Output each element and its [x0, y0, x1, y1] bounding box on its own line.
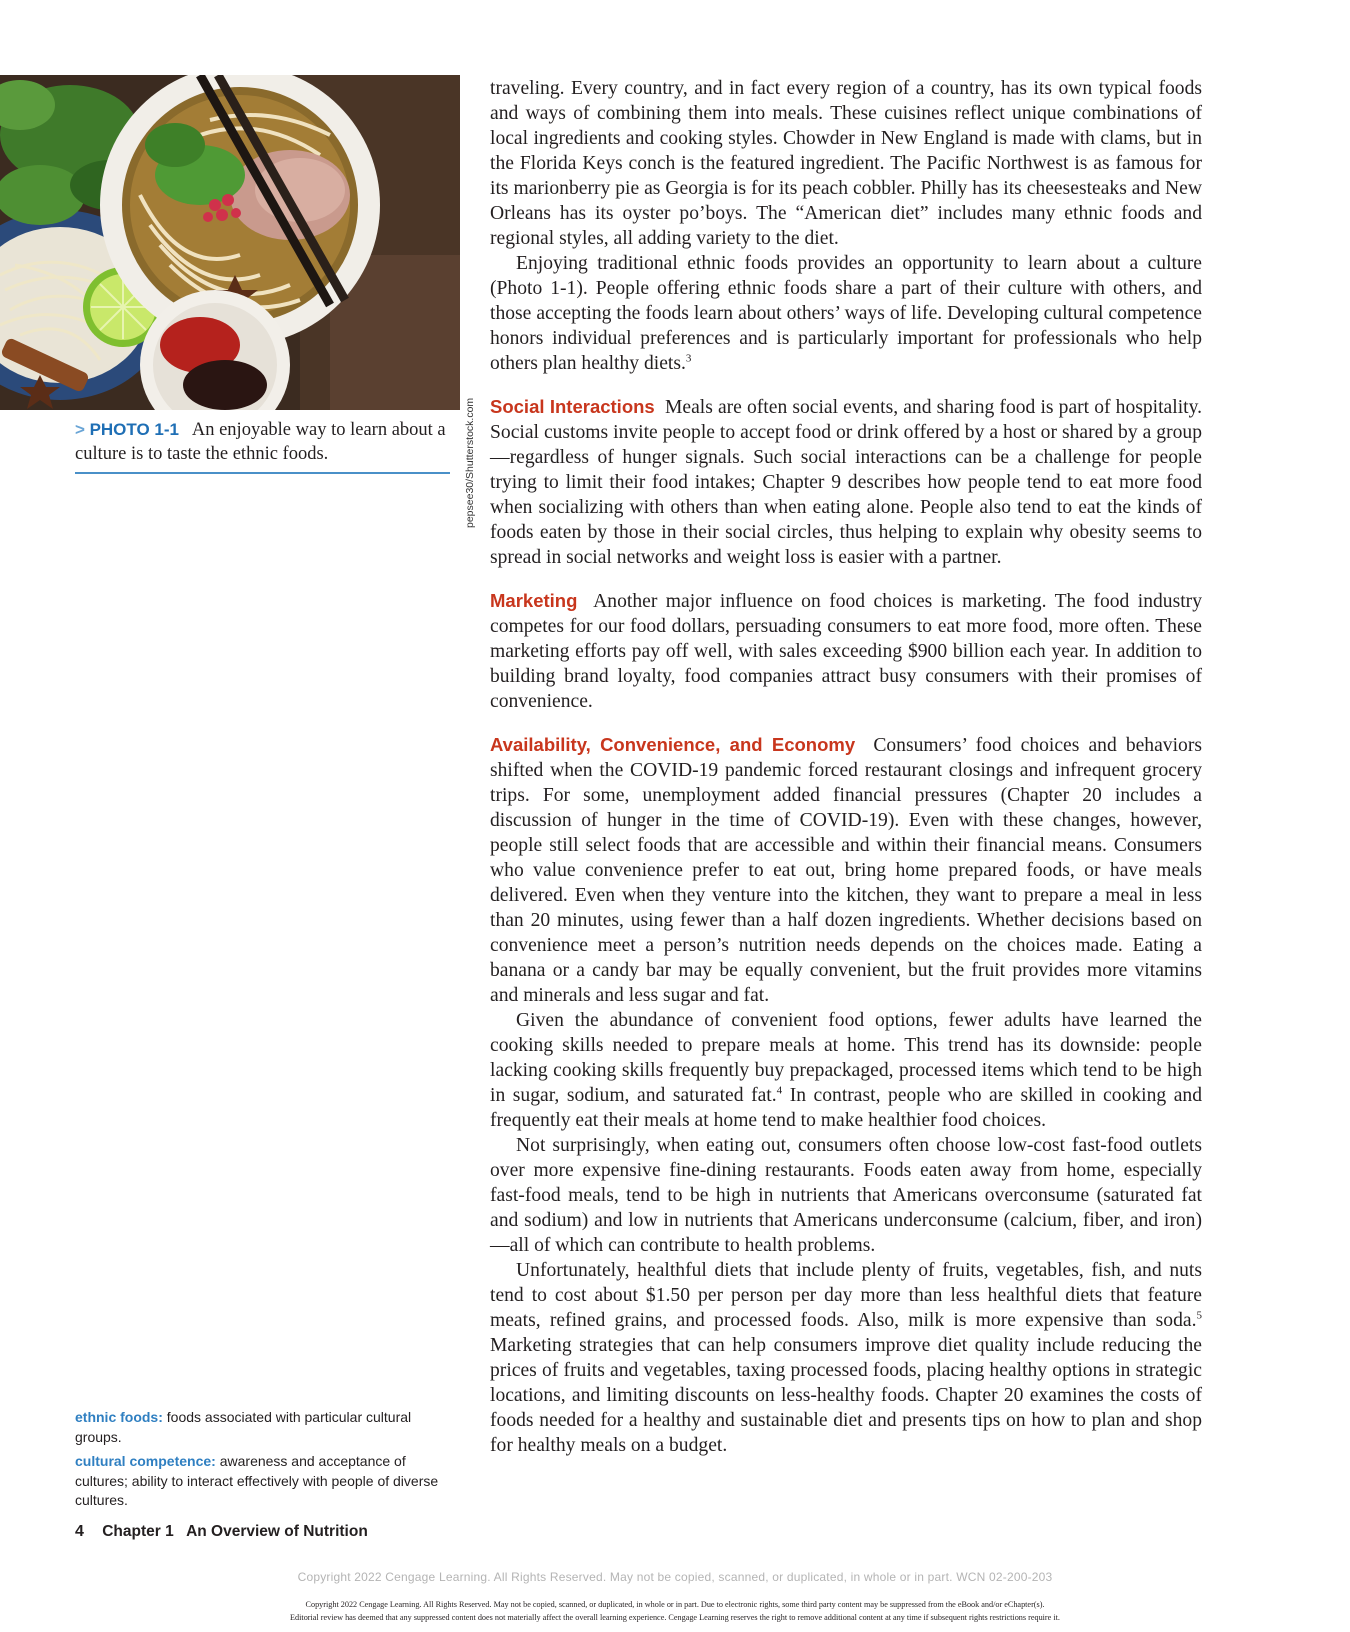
- glossary-definition: awareness and acceptance of cultures; ability to interact effectively with people of diverse cultures.: [75, 1453, 439, 1508]
- section-heading: Marketing: [490, 590, 578, 611]
- copyright-notice: Copyright 2022 Cengage Learning. All Rights Reserved. May not be copied, scanned, or duplicated, in whole or in part. Due to electronic rights, some third party content may be suppressed from the eBook and/or eChapter(s).: [305, 1600, 1045, 1609]
- caption-label: PHOTO 1-1: [89, 420, 179, 439]
- chapter-number: Chapter 1: [102, 1523, 174, 1540]
- caption-text: An enjoyable way to learn about a culture is to taste the ethnic foods.: [75, 420, 446, 464]
- section-availability: Availability, Convenience, and Economy Consumers’ food choices and behaviors shifted when the COVID-19 pandemic forced restaurant closings and infrequent grocery trips. For some, unemployment added financial pressures (Chapter 20 includes a discussion of hunger in the time of COVID-19). Even with these changes, however, people still select foods that are accessible and within their financial means. Consumers who value convenience prefer to eat out, bring home prepared foods, or have meals delivered. Even when they venture into the kitchen, they want to prepare a meal in less than 20 minutes, using fewer than a half dozen ingredients. Whether decisions based on convenience meet a person’s nutrition needs depends on the choices made. Eating a banana or a candy bar may be equally convenient, but the fruit provides more vitamins and minerals and less sugar and fat.: [490, 734, 1202, 1006]
- page-footer: [75, 1523, 368, 1541]
- body-paragraph: Given the abundance of convenient food options, fewer adults have learned the cooking skills needed to prepare meals at home. This trend has its downside: people lacking cooking skills frequently buy prepackaged, processed items which tend to be high in sugar, sodium, and saturated fat.$^4$ In contrast, people who are skilled in cooking and frequently eat their meals at home tend to make healthier food choices.: [490, 1010, 1202, 1131]
- main-text-column: [490, 76, 1202, 1458]
- glossary-entry: [75, 1408, 450, 1447]
- body-paragraph: Unfortunately, healthful diets that include plenty of fruits, vegetables, fish, and nuts tend to cost about $1.50 per person per day more than less healthful diets that feature meats, refined grains, and processed foods. Also, milk is more expensive than soda.$^5$ Marketing strategies that can help consumers improve diet quality include reducing the prices of fruits and vegetables, taxing processed foods, placing healthy options in strategic locations, and limiting discounts on less-healthy foods. Chapter 20 examines the costs of foods needed for a healthy and sustainable diet and presents tips on how to plan and shop for healthy meals on a budget.: [490, 1260, 1202, 1456]
- section-marketing: Marketing Another major influence on food choices is marketing. The food industry competes for our food dollars, persuading consumers to eat more food, more often. These marketing efforts pay off well, with sales exceeding $900 billion each year. In addition to building brand loyalty, food companies attract busy consumers with their promises of convenience.: [490, 590, 1202, 712]
- copyright-watermark: Copyright 2022 Cengage Learning. All Rights Reserved. May not be copied, scanned, or duplicated, in whole or in part. WCN 02-200-203: [297, 1570, 1053, 1584]
- photo-of-pho-noodle-soup-icon: [0, 75, 460, 410]
- margin-glossary: [75, 1408, 450, 1516]
- glossary-definition: foods associated with particular cultural groups.: [75, 1409, 412, 1445]
- section-heading: Social Interactions: [490, 396, 655, 417]
- page-number: 4: [75, 1523, 84, 1540]
- glossary-term: cultural competence:: [75, 1453, 216, 1469]
- glossary-entry: [75, 1452, 450, 1511]
- glossary-term: ethnic foods:: [75, 1409, 163, 1425]
- copyright-notice-editorial: Editorial review has deemed that any suppressed content does not materially affect the overall learning experience. Cengage Learning reserves the right to remove additional content at any time if subsequent rights restrictions require it.: [290, 1613, 1060, 1622]
- body-paragraph: Not surprisingly, when eating out, consumers often choose low-cost fast-food outlets over more expensive fine-dining restaurants. Foods eaten away from home, especially fast-food meals, tend to be high in nutrients that Americans overconsume (saturated fat and sodium) and low in nutrients that Americans underconsume (calcium, fiber, and iron)—all of which can contribute to health problems.: [490, 1135, 1202, 1256]
- section-heading: Availability, Convenience, and Economy: [490, 734, 856, 755]
- reference-number: 4: [776, 1084, 783, 1097]
- caption-arrow-icon: >: [75, 420, 85, 439]
- chapter-title: An Overview of Nutrition: [186, 1523, 368, 1540]
- body-paragraph: Enjoying traditional ethnic foods provides an opportunity to learn about a culture (Photo 1-1). People offering ethnic foods share a part of their culture with others, and those accepting the foods learn about others’ ways of life. Developing cultural competence honors individual preferences and is particularly important for professionals who help others plan healthy diets.$^3$: [490, 253, 1202, 374]
- reference-number: 5: [1196, 1309, 1202, 1322]
- pho-photo: [0, 75, 460, 410]
- reference-number: 3: [685, 352, 692, 365]
- photo-credit: pepsee30/Shutterstock.com: [464, 397, 476, 528]
- photo-caption: [75, 418, 450, 474]
- section-social-interactions: Social Interactions Meals are often social events, and sharing food is part of hospitality. Social customs invite people to accept food or drink offered by a host or shared by a group—regardless of hunger signals. Such social interactions can be a challenge for people trying to limit their food intakes; Chapter 9 describes how people tend to eat more food when socializing with others than when eating alone. People also tend to eat the kinds of foods eaten by those in their social circles, thus helping to explain why obesity seems to spread in social networks and weight loss is easier with a partner.: [490, 396, 1203, 568]
- body-paragraph: traveling. Every country, and in fact every region of a country, has its own typical foods and ways of combining them into meals. These cuisines reflect unique combinations of local ingredients and cooking styles. Chowder in New England is made with clams, but in the Florida Keys conch is the featured ingredient. The Pacific Northwest is as famous for its marionberry pie as Georgia is for its peach cobbler. Philly has its cheesesteaks and New Orleans has its oyster po’boys. The “American diet” includes many ethnic foods and regional styles, all adding variety to the diet.: [490, 78, 1202, 249]
